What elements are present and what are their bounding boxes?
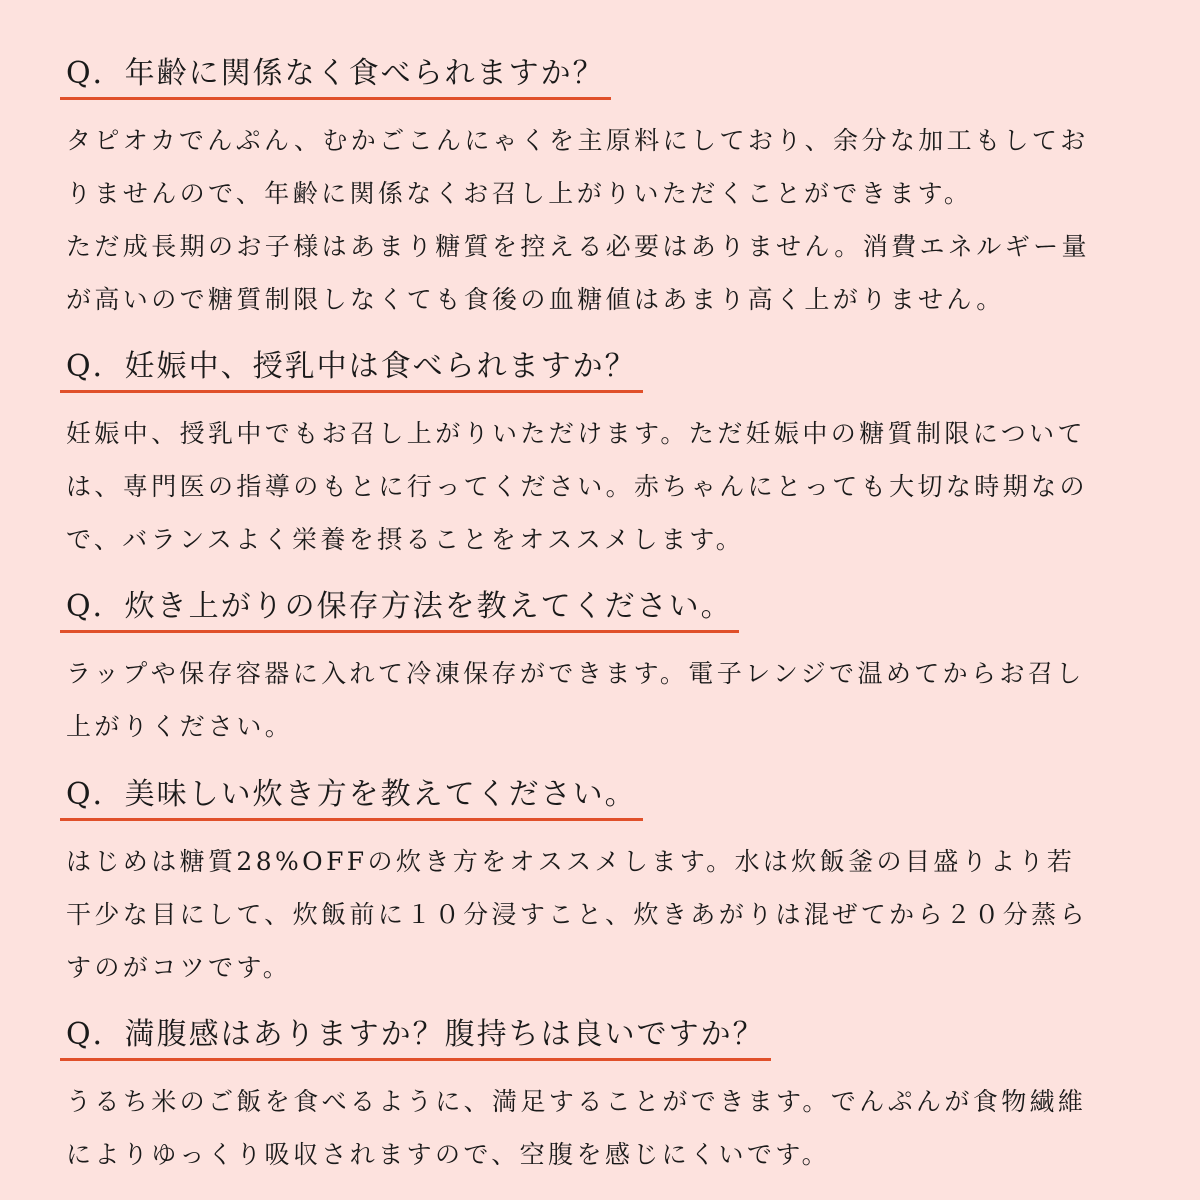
faq-answer-line: 干少な目にして、炊飯前に１０分浸すこと、炊きあがりは混ぜてから２０分蒸ら xyxy=(66,900,1088,929)
faq-answer-line: で、バランスよく栄養を摂ることをオススメします。 xyxy=(66,525,745,554)
faq-answer xyxy=(60,407,1150,566)
faq-question: Q．炊き上がりの保存方法を教えてください。 xyxy=(60,587,739,633)
faq-answer-line: りませんので、年齢に関係なくお召し上がりいただくことができます。 xyxy=(66,179,973,208)
faq-answer-line: うるち米のご飯を食べるように、満足することができます。でんぷんが食物繊維 xyxy=(66,1087,1087,1116)
faq-item-satiety xyxy=(60,1015,1150,1181)
faq-question: Q．美味しい炊き方を教えてください。 xyxy=(60,775,643,821)
faq-answer-line: はじめは糖質28%OFFの炊き方をオススメします。水は炊飯釜の目盛りより若 xyxy=(66,847,1076,876)
faq-answer xyxy=(60,647,1150,753)
faq-answer-line: すのがコツです。 xyxy=(66,953,292,982)
faq-answer-line: 妊娠中、授乳中でもお召し上がりいただけます。ただ妊娠中の糖質制限について xyxy=(66,419,1086,448)
faq-answer-line: は、専門医の指導のもとに行ってください。赤ちゃんにとっても大切な時期なの xyxy=(66,472,1088,501)
faq-answer xyxy=(60,114,1150,326)
faq-answer xyxy=(60,1075,1150,1181)
faq-item-cooking xyxy=(60,775,1150,994)
faq-item-pregnancy xyxy=(60,347,1150,566)
faq-question: Q．満腹感はありますか？腹持ちは良いですか？ xyxy=(60,1015,771,1061)
faq-answer-line: ただ成長期のお子様はあまり糖質を控える必要はありません。消費エネルギー量 xyxy=(66,232,1090,261)
faq-answer xyxy=(60,835,1150,994)
faq-answer-line: によりゆっくり吸収されますので、空腹を感じにくいです。 xyxy=(66,1140,831,1169)
faq-answer-line: が高いので糖質制限しなくても食後の血糖値はあまり高く上がりません。 xyxy=(66,285,1005,314)
faq-answer-line: 上がりください。 xyxy=(66,712,294,741)
faq-question: Q．妊娠中、授乳中は食べられますか？ xyxy=(60,347,643,393)
faq-item-age xyxy=(60,54,1150,326)
faq-item-storage xyxy=(60,587,1150,753)
faq-answer-line: ラップや保存容器に入れて冷凍保存ができます。電子レンジで温めてからお召し xyxy=(66,659,1085,688)
faq-answer-line: タピオカでんぷん、むかごこんにゃくを主原料にしており、余分な加工もしてお xyxy=(66,126,1089,155)
faq-question: Q．年齢に関係なく食べられますか？ xyxy=(60,54,611,100)
